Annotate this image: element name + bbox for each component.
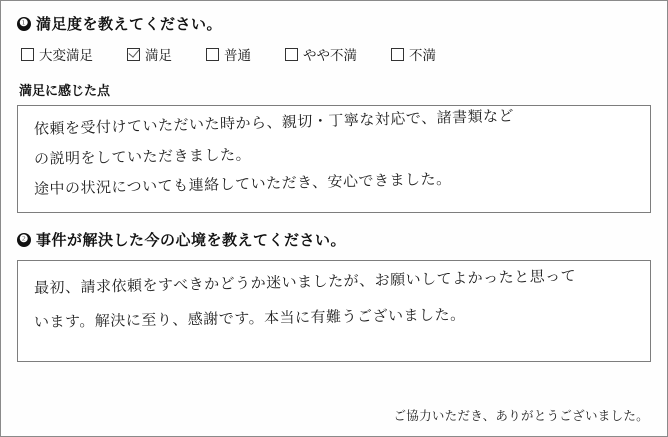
satisfaction-choices bbox=[21, 44, 651, 64]
answer-box-q1[interactable] bbox=[17, 105, 651, 213]
thank-you-note: ご協力いただき、ありがとうございました。 bbox=[393, 409, 649, 423]
checkbox-icon[interactable] bbox=[285, 48, 298, 61]
question-2 bbox=[17, 229, 651, 250]
spacer bbox=[17, 250, 651, 260]
choice-label: やや不満 bbox=[303, 48, 357, 63]
choice-very-satisfied[interactable] bbox=[21, 44, 93, 64]
question-2-number: ❷ bbox=[17, 233, 31, 247]
handwriting-line: 途中の状況についても連絡していただき、安心できました。 bbox=[33, 169, 452, 198]
question-1-text: 満足度を教えてください。 bbox=[36, 16, 223, 33]
q1-sub-label: 満足に感じた点 bbox=[19, 83, 111, 98]
handwriting-line: 依頼を受付けていただいた時から、親切・丁寧な対応で、諸書類など bbox=[33, 106, 515, 138]
choice-neutral[interactable] bbox=[206, 44, 251, 64]
spacer bbox=[17, 213, 651, 229]
choice-label: 満足 bbox=[145, 48, 172, 63]
answer-box-q2[interactable] bbox=[17, 260, 651, 362]
choice-somewhat-dissatisfied[interactable] bbox=[285, 44, 357, 64]
question-2-text: 事件が解決した今の心境を教えてください。 bbox=[36, 232, 347, 249]
choice-satisfied[interactable] bbox=[127, 44, 172, 64]
checkbox-icon[interactable] bbox=[206, 48, 219, 61]
question-1-number: ❶ bbox=[17, 17, 31, 31]
checkbox-checked-icon[interactable] bbox=[127, 48, 140, 61]
checkbox-icon[interactable] bbox=[391, 48, 404, 61]
choice-label: 不満 bbox=[409, 48, 436, 63]
handwriting-line: の説明をしていただきました。 bbox=[33, 145, 252, 168]
choice-label: 普通 bbox=[224, 48, 251, 63]
handwriting-line: います。解決に至り、感謝です。本当に有難うございました。 bbox=[33, 305, 466, 331]
handwriting-line: 最初、請求依頼をすべきかどうか迷いましたが、お願いしてよかったと思って bbox=[33, 266, 577, 297]
choice-label: 大変満足 bbox=[39, 48, 93, 63]
question-1 bbox=[17, 13, 651, 34]
choice-dissatisfied[interactable] bbox=[391, 44, 436, 64]
checkbox-icon[interactable] bbox=[21, 48, 34, 61]
